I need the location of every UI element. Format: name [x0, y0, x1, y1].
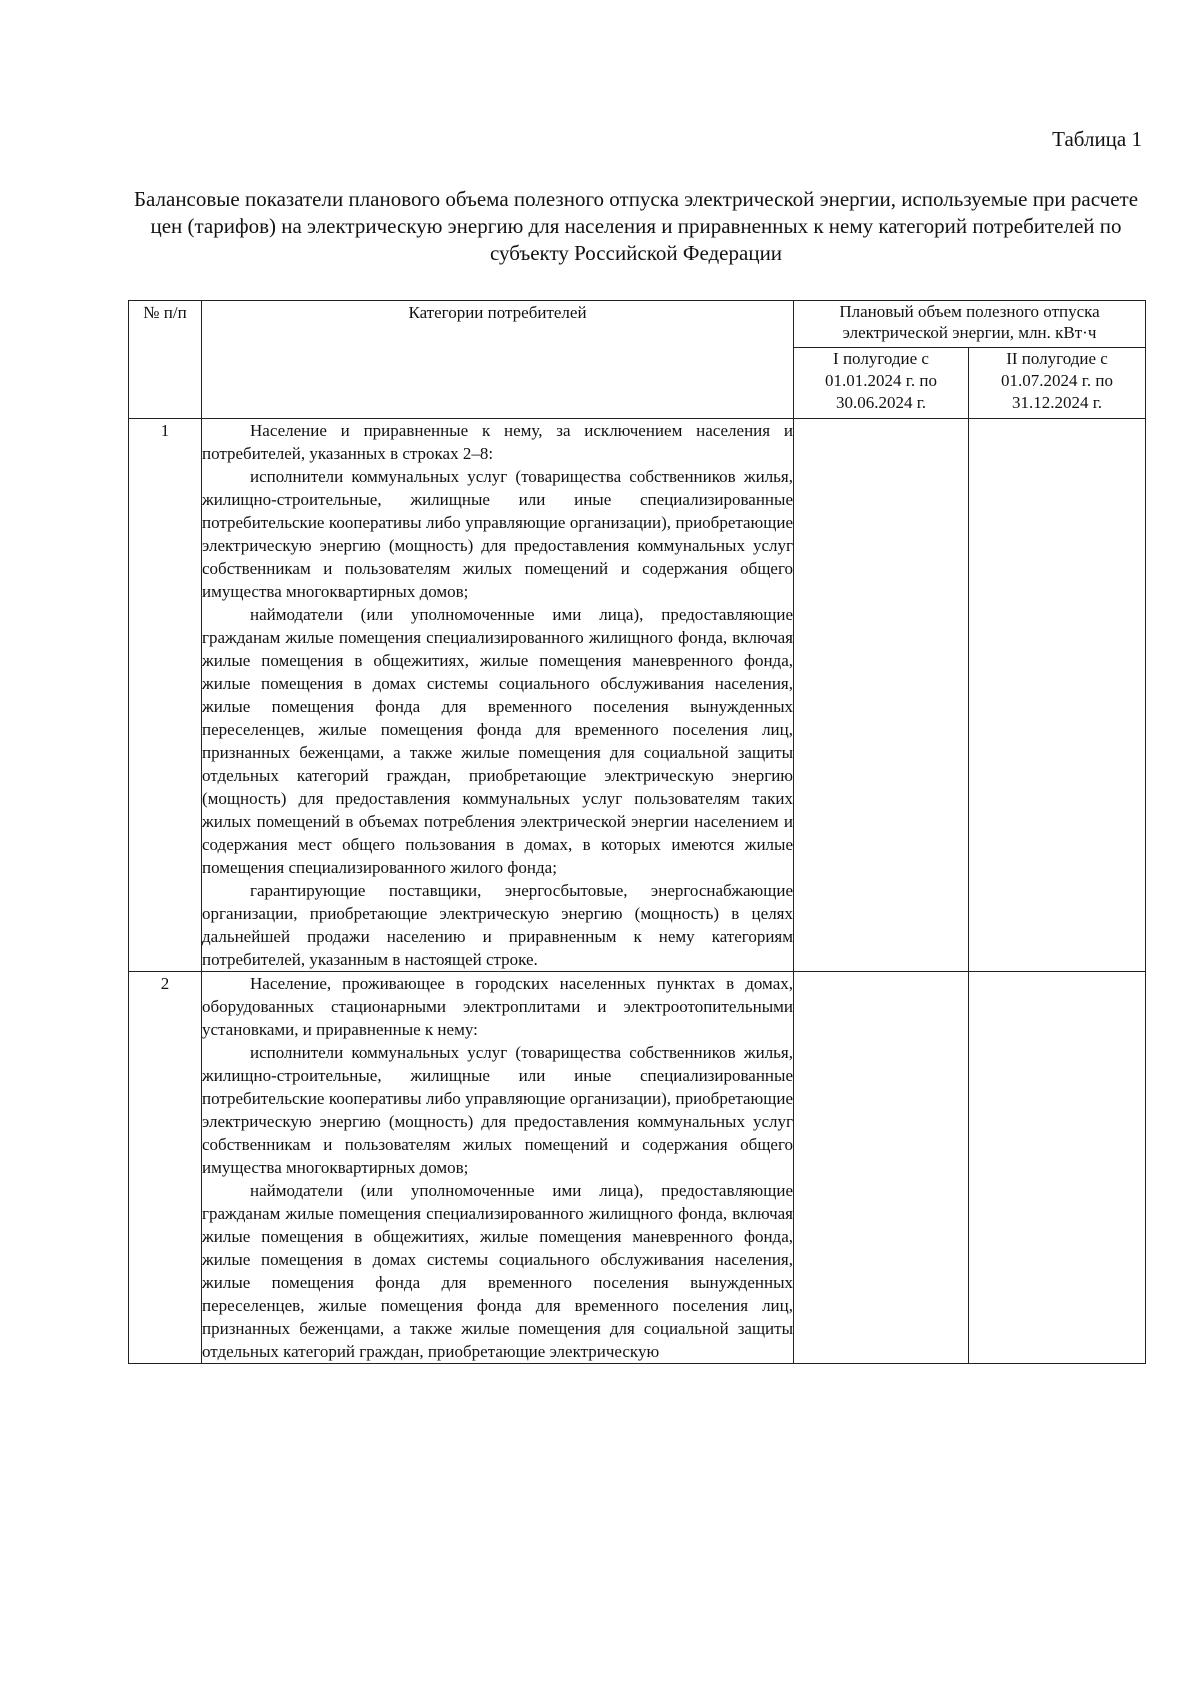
row-half2-value [969, 972, 1146, 1364]
balance-table [128, 300, 1146, 1364]
row-half2-value [969, 419, 1146, 972]
table-row [129, 419, 1146, 972]
row-number: 2 [129, 972, 202, 1364]
row-half1-value [794, 419, 969, 972]
category-paragraph: гарантирующие поставщики, энергосбытовые, энергоснабжающие организации, приобретающие электрическую энергию (мощность) в целях дальнейшей продажи населению и приравненным к нему категориям потребителей, указанным в настоящей строке. [202, 881, 793, 969]
table-row [129, 972, 1146, 1364]
category-paragraph: Население и приравненные к нему, за исключением населения и потребителей, указанных в строках 2–8: [202, 421, 793, 463]
category-paragraph: Население, проживающее в городских населенных пунктах в домах, оборудованных стационарными электроплитами и электроотопительными установками, и приравненные к нему: [202, 974, 793, 1039]
header-half2: II полугодие с 01.07.2024 г. по 31.12.2024 г. [969, 348, 1146, 419]
row-category [202, 972, 794, 1364]
row-half1-value [794, 972, 969, 1364]
document-title: Балансовые показатели планового объема полезного отпуска электрической энергии, используемые при расчете цен (тарифов) на электрическую энергию для населения и приравненных к нему категорий потребителей по субъекту Российской Федерации [133, 187, 1139, 265]
category-paragraph: исполнители коммунальных услуг (товарищества собственников жилья, жилищно-строительные, жилищные или иные специализированные потребительские кооперативы либо управляющие организации), приобретающие электрическую энергию (мощность) для предоставления коммунальных услуг собственникам и пользователям жилых помещений и содержания общего имущества многоквартирных домов; [202, 1043, 793, 1177]
row-number: 1 [129, 419, 202, 972]
category-paragraph: наймодатели (или уполномоченные ими лица), предоставляющие гражданам жилые помещения специализированного жилищного фонда, включая жилые помещения в общежитиях, жилые помещения маневренного фонда, жилые помещения в домах системы социального обслуживания населения, жилые помещения фонда для временного поселения вынужденных переселенцев, жилые помещения фонда для временного поселения лиц, признанных беженцами, а также жилые помещения для социальной защиты отдельных категорий граждан, приобретающие электрическую [202, 1181, 793, 1361]
header-half1: I полугодие с 01.01.2024 г. по 30.06.2024 г. [794, 348, 969, 419]
category-paragraph: наймодатели (или уполномоченные ими лица), предоставляющие гражданам жилые помещения специализированного жилищного фонда, включая жилые помещения в общежитиях, жилые помещения маневренного фонда, жилые помещения в домах системы социального обслуживания населения, жилые помещения фонда для временного поселения вынужденных переселенцев, жилые помещения фонда для временного поселения лиц, признанных беженцами, а также жилые помещения для социальной защиты отдельных категорий граждан, приобретающие электрическую энергию (мощность) для предоставления коммунальных услуг пользователям таких жилых помещений в объемах потребления электрической энергии населением и содержания мест общего пользования в домах, в которых имеются жилые помещения специализированного жилого фонда; [202, 605, 793, 877]
table-number: Таблица 1 [1052, 127, 1142, 151]
category-paragraph: исполнители коммунальных услуг (товарищества собственников жилья, жилищно-строительные, жилищные или иные специализированные потребительские кооперативы либо управляющие организации), приобретающие электрическую энергию (мощность) для предоставления коммунальных услуг собственникам и пользователям жилых помещений и содержания общего имущества многоквартирных домов; [202, 467, 793, 601]
header-plan-volume: Плановый объем полезного отпуска электрической энергии, млн. кВт·ч [794, 301, 1146, 348]
header-category: Категории потребителей [202, 301, 794, 419]
row-category [202, 419, 794, 972]
header-num: № п/п [129, 301, 202, 419]
